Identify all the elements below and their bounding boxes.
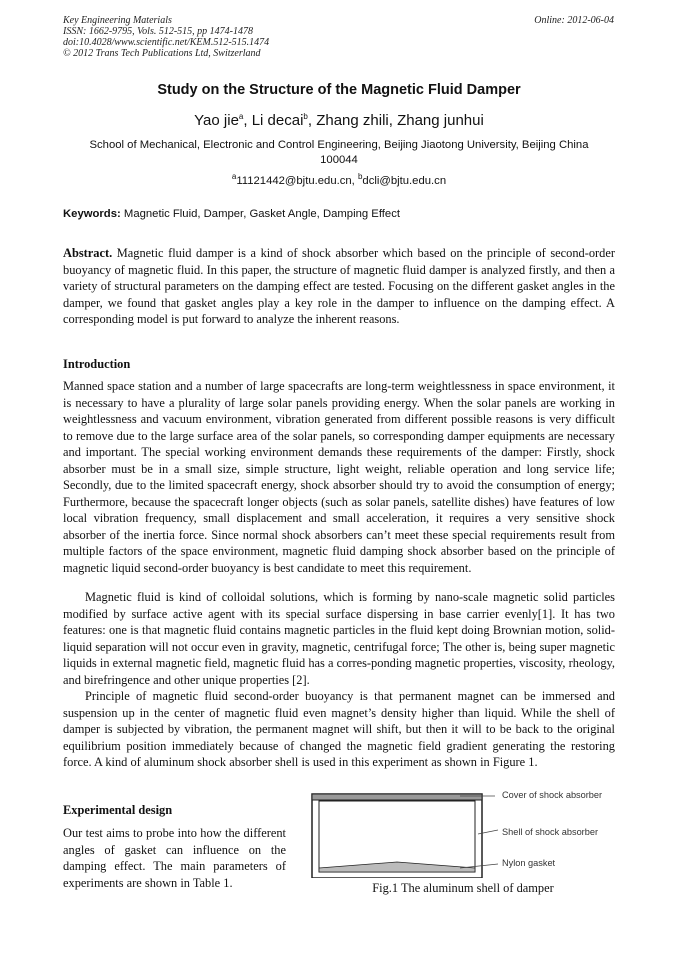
introduction-heading: Introduction <box>63 357 131 371</box>
abstract-label: Abstract. <box>63 246 113 260</box>
header-meta <box>63 15 269 59</box>
author-emails <box>0 172 678 187</box>
email-b: dcli@bjtu.edu.cn <box>362 175 447 187</box>
keywords-text: Magnetic Fluid, Damper, Gasket Angle, Damping Effect <box>120 208 400 220</box>
affiliation-line-2: 100044 <box>320 154 358 166</box>
author-2-sup: b <box>303 112 308 121</box>
introduction-paragraph-2: Magnetic fluid is kind of colloidal solutions, which is forming by nano-scale magnetic solid particles modified by surface active agent with its special surface dispersing in base carrier evenly[1]. It has two features: one is that magnetic fluid contains magnetic particles in the fluid kept doing Brownian motion, solid-liquid separation will not occur even in gravity, magnetic, centrifugal force; The other is, being super magnetic liquids in external magnetic field, magnetic fluid has a corres-ponding magnetic properties, viscosity, rheology, and birefringence and other unique properties [2]. <box>63 590 615 687</box>
author-list <box>0 112 678 129</box>
figure-label-gasket: Nylon gasket <box>502 858 556 868</box>
affiliation-line-1: School of Mechanical, Electronic and Control Engineering, Beijing Jiaotong University, Beijing China <box>89 139 589 151</box>
shell-cover <box>312 794 482 800</box>
online-date: Online: 2012-06-04 <box>534 15 614 26</box>
issn-line: ISSN: 1662-9795, Vols. 512-515, pp 1474-1478 <box>63 26 253 37</box>
abstract <box>63 245 615 328</box>
email-a: 11121442@bjtu.edu.cn, <box>236 175 358 187</box>
experimental-heading: Experimental design <box>63 803 173 817</box>
author-rest: , Zhang zhili, Zhang junhui <box>307 112 484 129</box>
shell-inner-wall <box>319 801 475 872</box>
paper-title: Study on the Structure of the Magnetic Fluid Damper <box>157 82 521 98</box>
keywords-label: Keywords: <box>63 208 121 220</box>
experimental-paragraph: Our test aims to probe into how the different angles of gasket can influence on the damping effect. The main parameters of experiments are shown in Table 1. <box>63 826 286 890</box>
shell-drawing <box>312 794 482 878</box>
figure-caption: Fig.1 The aluminum shell of damper <box>372 881 554 895</box>
affiliation <box>63 138 615 168</box>
copyright-line: © 2012 Trans Tech Publications Ltd, Switzerland <box>63 48 261 59</box>
introduction-paragraph-3: Principle of magnetic fluid second-order buoyancy is that permanent magnet can be immersed and suspension up in the center of magnetic fluid even magnet’s density higher than liquid. While the shell of damper is subjected by vibration, the permanent magnet will shift, but then it will to be back to the original equilibrium position immediately because of changed the magnetic field gradient generating the restoring force. A kind of aluminum shock absorber shell is used in this experiment as shown in Figure 1. <box>63 689 615 769</box>
introduction-paragraph-1: Manned space station and a number of large spacecrafts are long-term weightlessness in space environment, it is necessary to have a plurality of large solar panels providing energy. When the solar panels are working in weightlessness and vacuum environment, vibration generated from different possible reasons is very difficult to remove due to the large surface area of the solar panels, so corresponding damper equipments are necessary and important. The special working environment demands these requirements of the damper: Firstly, shock absorber must be in a small size, simple structure, light weight, reliable operation and long service life; Secondly, due to the limited spacecraft energy, shock absorber should try to avoid the consumption of energy; Furthermore, because the spacecraft longer objects (such as solar panels, satellite dishes) have features of low local vibration frequency, small displacement and small acceleration, it requires a very sensitive shock absorber of the inertia force. Since normal shock absorbers can’t meet these special requirements result from multiple factors of the space environment, magnetic fluid damping shock absorber based on the principle of magnetic liquid second-order buoyancy is best candidate to meet this requirement. <box>63 379 615 575</box>
author-1: Yao jie <box>194 112 239 129</box>
journal-name: Key Engineering Materials <box>63 15 172 26</box>
email-b-sup: b <box>357 172 363 182</box>
keywords <box>63 208 400 220</box>
abstract-text: Magnetic fluid damper is a kind of shock absorber which based on the principle of second-order buoyancy of magnetic fluid. In this paper, the structure of magnetic fluid damper is analyzed firstly, and then a variety of structural parameters on the damping effect are tested. Focusing on the different gasket angles in the damper, we found that gasket angles play a key role in the damper to influence on the damping effect. A corresponding model is put forward to analyze the inherent reasons. <box>63 246 615 326</box>
author-2: , Li decai <box>243 112 304 129</box>
doi-line: doi:10.4028/www.scientific.net/KEM.512-515.1474 <box>63 37 270 48</box>
figure-label-cover: Cover of shock absorber <box>502 790 603 800</box>
email-a-sup: a <box>231 172 237 182</box>
author-1-sup: a <box>238 112 244 121</box>
figure-label-shell: Shell of shock absorber <box>502 827 599 837</box>
